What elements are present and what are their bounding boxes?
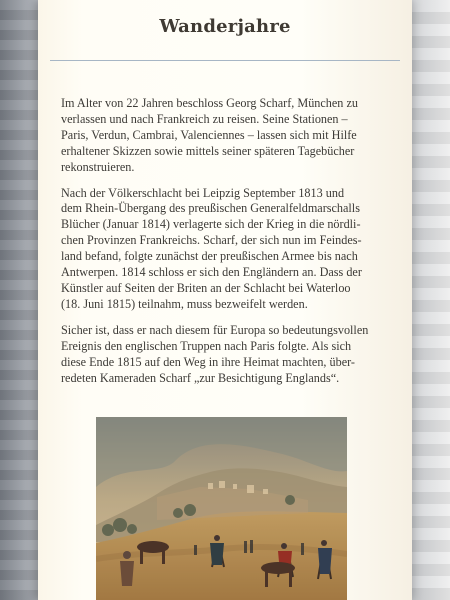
paragraph-stations: Im Alter von 22 Jahren beschloss Georg Scharf, München zu verlassen und nach Frankreich zu reisen. Seine Stationen – Paris, Verdun, Cambrai, Valenciennes – lassen sich mit Hilfe erhaltener Skizzen sowie mittels seiner späteren Tagebücher rekonstruieren. <box>61 96 358 174</box>
panel-title: Wanderjahre <box>159 16 291 37</box>
left-wall-background <box>0 0 42 600</box>
paragraph-war-history: Nach der Völkerschlacht bei Leipzig September 1813 und dem Rhein-Übergang des preußischen Generalfeldmarschalls Blücher (Januar 1814) verlagerte sich der Krieg in die nördli- chen Provinzen Frankreichs. Scharf, der sich nun im Feindes- land befand, folgte zunächst der preußischen Armee bis nach Antwerpen. 1814 schloss er sich den Engländern an. Dass der Künstler auf Seiten der Briten an der Schlacht bei Waterloo (18. Juni 1815) teilnahm, muss bezweifelt werden. <box>61 185 362 311</box>
paragraph-paris-england: Sicher ist, dass er nach diesem für Europa so bedeutungsvollen Ereignis den englischen Truppen nach Paris folgte. Als sich diese Ende 1815 auf den Weg in ihre Heimat machten, über- redeten Kameraden Scharf „zur Besichtigung Englands“. <box>61 322 369 385</box>
exhibition-panel <box>38 0 412 600</box>
painting-illustration <box>96 417 347 600</box>
title-divider <box>50 60 400 61</box>
panel-body-text <box>61 96 391 396</box>
historic-landscape-painting <box>96 417 347 600</box>
